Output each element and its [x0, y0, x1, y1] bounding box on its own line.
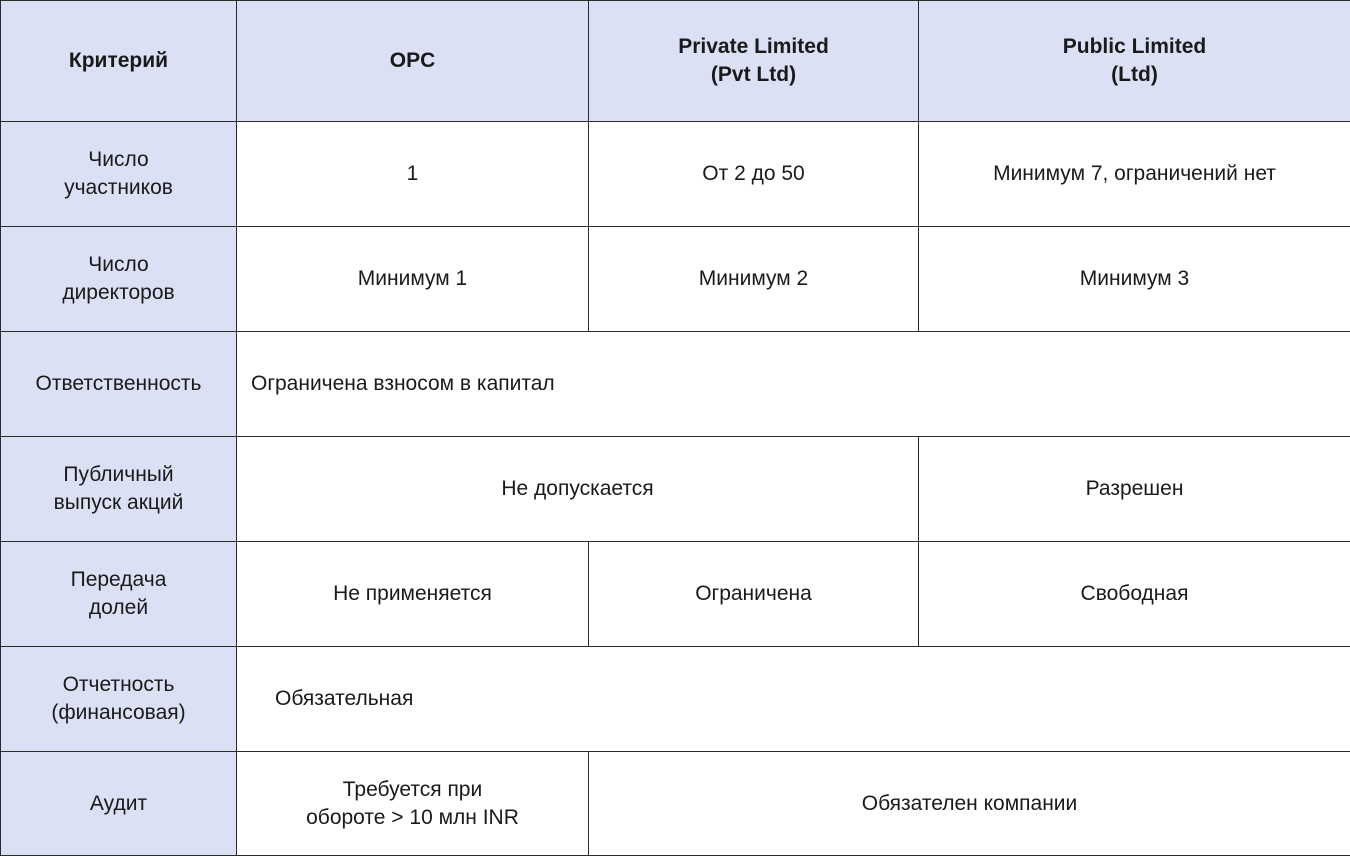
row-share-transfer [1, 542, 1350, 647]
criterion-liability: Ответственность [1, 332, 237, 437]
criterion-share-transfer: Передача долей [1, 542, 237, 647]
cell-liability-all: Ограничена взносом в капитал [237, 332, 1350, 437]
row-liability [1, 332, 1350, 437]
header-row [1, 1, 1350, 122]
cell-pub-directors: Минимум 3 [919, 227, 1350, 332]
cell-opc-share-transfer: Не применяется [237, 542, 589, 647]
cell-opc-directors: Минимум 1 [237, 227, 589, 332]
cell-pvt-pub-audit: Обязателен компании [589, 752, 1350, 856]
criterion-audit: Аудит [1, 752, 237, 856]
row-members [1, 122, 1350, 227]
header-opc: OPC [237, 1, 589, 122]
cell-pvt-share-transfer: Ограничена [589, 542, 919, 647]
cell-pub-share-transfer: Свободная [919, 542, 1350, 647]
criterion-members: Число участников [1, 122, 237, 227]
cell-pvt-members: От 2 до 50 [589, 122, 919, 227]
cell-pvt-directors: Минимум 2 [589, 227, 919, 332]
row-audit [1, 752, 1350, 856]
cell-pub-members: Минимум 7, ограничений нет [919, 122, 1350, 227]
row-public-issue [1, 437, 1350, 542]
cell-opc-audit: Требуется при обороте > 10 млн INR [237, 752, 589, 856]
criterion-public-issue: Публичный выпуск акций [1, 437, 237, 542]
criterion-reporting: Отчетность (финансовая) [1, 647, 237, 752]
criterion-directors: Число директоров [1, 227, 237, 332]
header-public-ltd: Public Limited (Ltd) [919, 1, 1350, 122]
cell-opc-pvt-public-issue: Не допускается [237, 437, 919, 542]
row-reporting [1, 647, 1350, 752]
cell-pub-public-issue: Разрешен [919, 437, 1350, 542]
header-criterion: Критерий [1, 1, 237, 122]
cell-opc-members: 1 [237, 122, 589, 227]
row-directors [1, 227, 1350, 332]
cell-reporting-all: Обязательная [237, 647, 1350, 752]
header-pvt-ltd: Private Limited (Pvt Ltd) [589, 1, 919, 122]
